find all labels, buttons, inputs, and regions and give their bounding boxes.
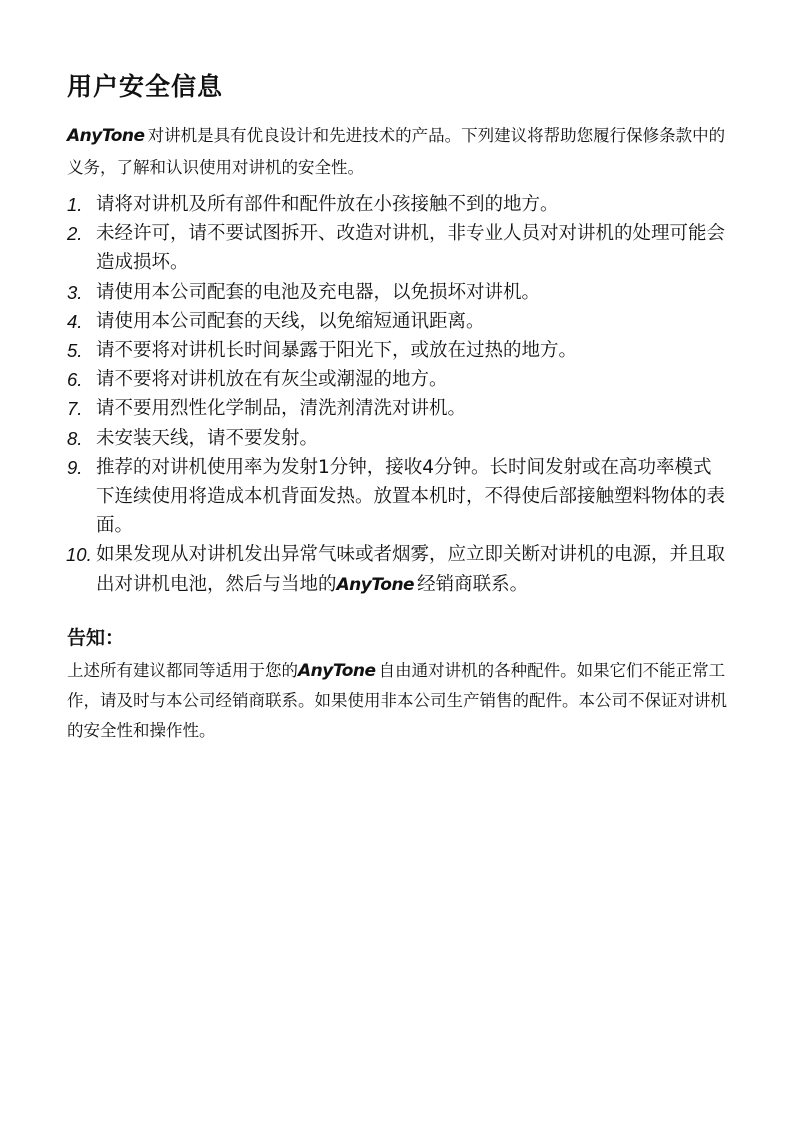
item-number: 9. [67,456,83,478]
list-item [67,278,727,307]
safety-list [67,190,727,600]
item-text: 请使用本公司配套的天线，以免缩短通讯距离。 [96,310,485,332]
page-title: 用户安全信息 [67,72,224,101]
item-text: 经销商联系。 [417,573,529,595]
notice-paragraph [67,656,727,746]
item-text: 如果发现从对讲机发出异常气味或者烟雾，应立即关断对讲机的电源，并且取出对讲机电池，然后与当地的 [96,544,726,595]
intro-paragraph [67,120,727,183]
intro-text: 对讲机是具有优良设计和先进技术的产品。下列建议将帮助您履行保修条款中的义务，了解和认识使用对讲机的安全性。 [67,126,726,177]
list-item [67,424,727,453]
anytone-logo: AnyTone [67,126,145,146]
item-number: 8. [67,427,83,449]
item-number: 10. [66,544,92,566]
list-item [67,540,727,599]
item-text: 请将对讲机及所有部件和配件放在小孩接触不到的地方。 [96,194,559,215]
item-text: 请不要将对讲机长时间暴露于阳光下，或放在过热的地方。 [96,340,578,362]
list-item [67,394,727,423]
notice-text: 自由通对讲机的各种配件。如果它们不能正常工作，请及时与本公司经销商联系。如果使用非本公司生产销售的配件。本公司不保证对讲机的安全性和操作性。 [67,661,727,740]
list-item [67,453,727,541]
item-number: 5. [67,340,83,362]
item-number: 7. [67,398,83,420]
list-item [67,190,727,219]
item-text: 未经许可，请不要试图拆开、改造对讲机，非专业人员对对讲机的处理可能会造成损坏。 [96,223,726,274]
list-item [67,219,727,277]
item-number: 1. [67,194,83,215]
item-text: 未安装天线，请不要发射。 [96,427,319,449]
item-number: 6. [67,369,83,391]
list-item [67,336,727,365]
notice-heading: 告知： [67,627,125,649]
item-number: 3. [67,281,83,303]
anytone-logo: AnyTone [298,661,376,681]
item-number: 4. [67,310,83,332]
item-text: 推荐的对讲机使用率为发射1分钟，接收4分钟。长时间发射或在高功率模式下连续使用将造成本机背面发热。放置本机时，不得使后部接触塑料物体的表面。 [96,456,726,537]
anytone-logo: AnyTone [336,574,415,595]
list-item [67,307,727,336]
item-number: 2. [67,223,83,245]
item-text: 请不要用烈性化学制品，清洗剂清洗对讲机。 [96,398,467,420]
item-text: 请使用本公司配套的电池及充电器，以免损坏对讲机。 [96,281,541,303]
item-text: 请不要将对讲机放在有灰尘或潮湿的地方。 [96,369,448,391]
notice-text: 上述所有建议都同等适用于您的 [67,661,298,680]
list-item [67,365,727,394]
